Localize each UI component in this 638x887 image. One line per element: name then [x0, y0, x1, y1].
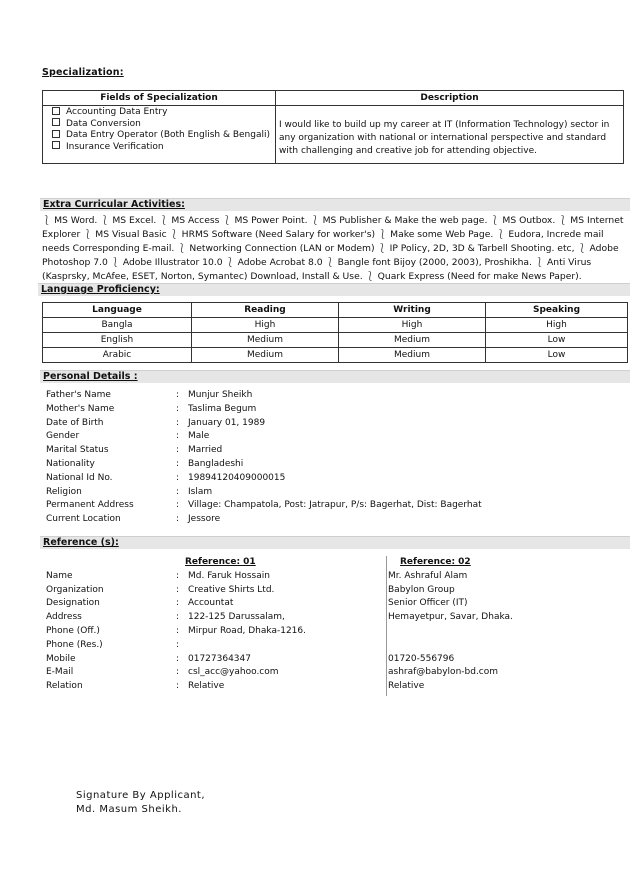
spec-col-fields: Fields of Specialization [43, 91, 276, 106]
table-row: English Medium Medium Low [43, 333, 628, 348]
lang-header-reading: Reading [192, 303, 339, 318]
table-row: Designation : Accountat Senior Officer (IT) [46, 598, 468, 609]
extra-heading-bar [40, 198, 630, 211]
reference-01-title: Reference: 01 [185, 557, 256, 567]
spec-field-item: Data Entry Operator (Both English & Bengali) [52, 130, 272, 142]
language-table [42, 302, 628, 363]
table-row: Organization : Creative Shirts Ltd. Babylon Group [46, 584, 455, 595]
table-row: Bangla High High High [43, 318, 628, 333]
table-row: Relation : Relative Relative [46, 681, 425, 692]
language-heading: Language Proficiency: [41, 284, 160, 295]
signature-name: Md. Masum Sheikh. [76, 804, 182, 815]
spec-field-item: Insurance Verification [52, 142, 272, 154]
signature-block [76, 789, 205, 817]
table-row: Arabic Medium Medium Low [43, 348, 628, 363]
specialization-heading: Specialization: [42, 67, 124, 78]
spec-field-item: Accounting Data Entry [52, 107, 272, 119]
reference-titles [46, 556, 626, 570]
resume-page: Specialization: Fields of Specialization Description Accounting Data Entry Data Conversion Data Entry Operator (Both English & Bengali) Insurance Verification I would like to build up my career at IT (Information Technology) sector in any organization with national or international perspective and standard with challenging and creative job for attending objective. Extra Curricular Activities: ⎱ MS Word. ⎱ MS Excel. ⎱ MS Access ⎱ MS Power Point. ⎱ MS Publisher & Make the web page. ⎱ MS Outbox. ⎱ MS Internet Explorer ⎱ MS Visual Basic ⎱ HRMS Software (Need Salary for worker's) ⎱ Make some Web Page. ⎱ Eudora, Increde mail needs Corresponding E-mail. ⎱ Networking Connection (LAN or Modem) ⎱ IP Policy, 2D, 3D & Tarbell Shooting. etc, ⎱ Adobe Photoshop 7.0 ⎱ Adobe Illustrator 10.0 ⎱ Adobe Acrobat 8.0 ⎱ Bangle font Bijoy (2000, 2003), Proshikha. ⎱ Anti Virus (Kasprsky, McAfee, ESET, Norton, Symantec) Download, Install & Use. ⎱ Quark Express (Need for make News Paper). Language Proficiency: Language Reading Writing Speaking Bangla High High High English Medium Medium Low Arabic Medium Medium Low Personal Details : Father's Name : Munjur Sheikh Mother's Name : Taslima Begum Date of Birth : January 01, 1989 Gender : Male Marital Status : Married Nationality : Bangladeshi National Id No. : 19894120409000015 Religion : Islam Permanent Address : Village: Champatola, Post: Jatrapur, P/s: Bagerhat, Dist: Bagerhat Current Location : Jessore Reference (s): Reference: 01 Reference: 02 Name : Md. Faruk Hossain Mr. Ashraful Alam Organization : Creative Shirts Ltd. Babylon Group Designation : Accountat Senior Officer (IT) Address : 122-125 Darussalam, Hemayetpur, Savar, Dhaka. Phone (Off.) : Mirpur Road, Dhaka-1216. Phone (Res.) : Mobile : 01727364347 01720-556796 E-Mail : csl_acc@yahoo.com ashraf@babylon-bd.com Relation : Relative Relative Signature By Applicant, Md. Masum Sheikh. [0, 0, 638, 887]
lang-header-language: Language [43, 303, 192, 318]
table-row: Phone (Res.) : [46, 639, 180, 650]
checkbox-icon [52, 107, 60, 115]
checkbox-icon [52, 141, 60, 149]
signature-line1: Signature By Applicant, [76, 790, 206, 801]
spec-field-item: Data Conversion [52, 119, 272, 131]
specialization-table [42, 90, 624, 164]
checkbox-icon [52, 130, 60, 138]
table-row: Address : 122-125 Darussalam, Hemayetpur, Savar, Dhaka. [46, 612, 513, 623]
language-heading-bar [38, 283, 630, 296]
personal-heading: Personal Details : [43, 371, 138, 382]
table-row: E-Mail : csl_acc@yahoo.com ashraf@babylon-bd.com [46, 667, 499, 678]
reference-heading-bar [40, 536, 630, 549]
reference-list [46, 556, 626, 694]
lang-header-writing: Writing [339, 303, 486, 318]
lang-header-speaking: Speaking [486, 303, 628, 318]
spec-description: I would like to build up my career at IT (Information Technology) sector in any organization with national or international perspective and standard with challenging and creative job for attending objective. [276, 106, 624, 164]
personal-heading-bar [40, 370, 630, 383]
spec-col-description: Description [276, 91, 624, 106]
extra-heading: Extra Curricular Activities: [43, 199, 185, 210]
table-row: Name : Md. Faruk Hossain Mr. Ashraful Alam [46, 570, 468, 581]
table-row: Mobile : 01727364347 01720-556796 [46, 653, 455, 664]
table-row: Phone (Off.) : Mirpur Road, Dhaka-1216. [46, 625, 306, 636]
extra-activities-text: ⎱ MS Word. ⎱ MS Excel. ⎱ MS Access ⎱ MS Power Point. ⎱ MS Publisher & Make the web page. ⎱ MS Outbox. ⎱ MS Internet Explorer ⎱ MS Visual Basic ⎱ HRMS Software (Need Salary for worker's) ⎱ Make some Web Page. ⎱ Eudora, Increde mail needs Corresponding E-mail. ⎱ Networking Connection (LAN or Modem) ⎱ IP Policy, 2D, 3D & Tarbell Shooting. etc, ⎱ Adobe Photoshop 7.0 ⎱ Adobe Illustrator 10.0 ⎱ Adobe Acrobat 8.0 ⎱ Bangle font Bijoy (2000, 2003), Proshikha. ⎱ Anti Virus (Kasprsky, McAfee, ESET, Norton, Symantec) Download, Install & Use. ⎱ Quark Express (Need for make News Paper). [42, 215, 624, 282]
reference-heading: Reference (s): [43, 537, 119, 548]
reference-02-title: Reference: 02 [400, 557, 471, 567]
checkbox-icon [52, 118, 60, 126]
spec-fields-cell [43, 106, 276, 164]
